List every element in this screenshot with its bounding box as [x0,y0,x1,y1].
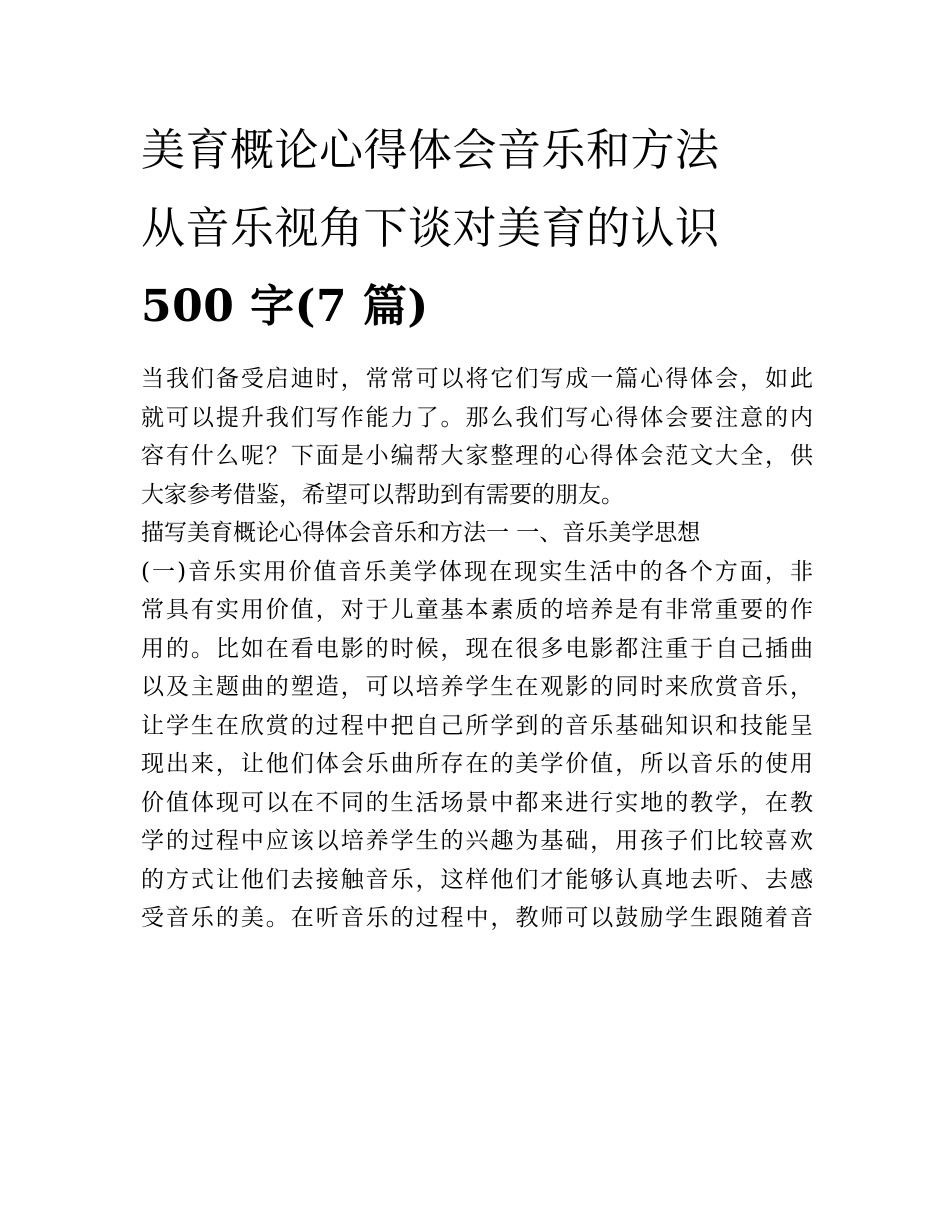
intro-line-1: 当我们备受启迪时，常常可以将它们写成一篇心得体会，如此 [141,366,813,392]
title-line-2: 从音乐视角下谈对美育的认识 [141,203,720,254]
section-heading [141,514,813,553]
section-line-7: 价值体现可以在不同的生活场景中都来进行实地的教学，在教 [141,789,813,816]
document-content [141,112,813,938]
intro-paragraph [141,360,813,514]
section-line-3: 用的。比如在看电影的时候，现在很多电影都注重于自己插曲 [141,635,813,662]
document-title [141,112,813,346]
title-line-1: 美育概论心得体会音乐和方法 [141,125,720,176]
section-line-1: (一)音乐实用价值音乐美学体现在现实生活中的各个方面，非 [141,558,813,585]
section-paragraph [141,553,813,938]
intro-line-2: 就可以提升我们写作能力了。那么我们写心得体会要注意的内 [141,404,813,431]
intro-line-3: 容有什么呢？下面是小编帮大家整理的心得体会范文大全，供 [141,443,813,469]
section-line-6: 现出来，让他们体会乐曲所存在的美学价值，所以音乐的使用 [141,751,813,777]
intro-line-4: 大家参考借鉴，希望可以帮助到有需要的朋友。 [141,481,624,508]
section-line-8: 学的过程中应该以培养学生的兴趣为基础，用孩子们比较喜欢 [141,828,813,854]
section-line-2: 常具有实用价值，对于儿童基本素质的培养是有非常重要的作 [141,597,813,623]
section-heading-line: 描写美育概论心得体会音乐和方法一 一、音乐美学思想 [141,520,701,546]
section-line-9: 的方式让他们去接触音乐，这样他们才能够认真地去听、去感 [141,866,813,893]
section-line-4: 以及主题曲的塑造，可以培养学生在观影的同时来欣赏音乐， [141,674,813,700]
title-line-3-text: 500 字(7 篇) [141,281,429,332]
section-line-10: 受音乐的美。在听音乐的过程中，教师可以鼓励学生跟随着音 [141,905,813,931]
title-line-3 [141,268,813,346]
document-body [141,360,813,938]
section-line-5: 让学生在欣赏的过程中把自己所学到的音乐基础知识和技能呈 [141,712,813,739]
